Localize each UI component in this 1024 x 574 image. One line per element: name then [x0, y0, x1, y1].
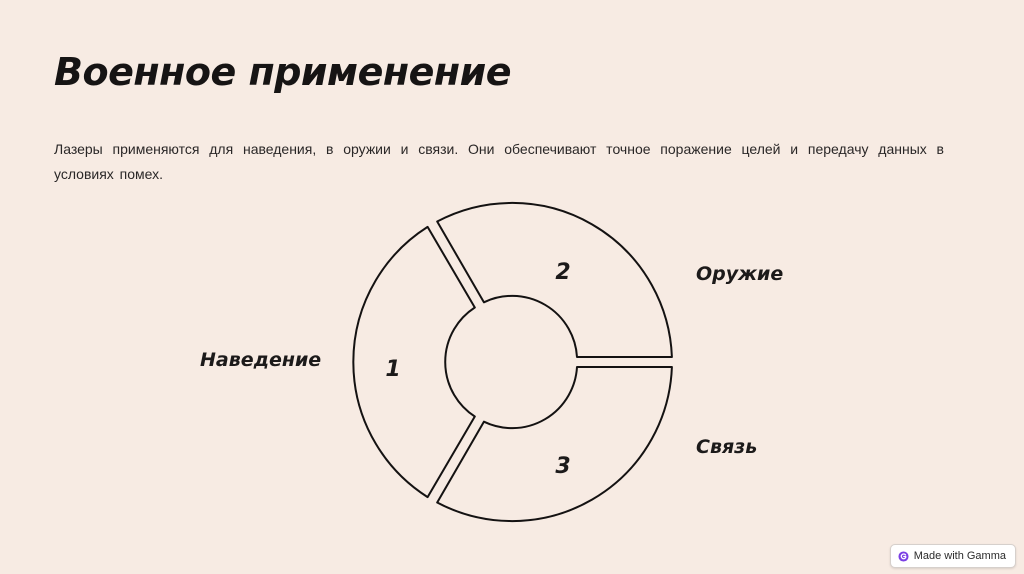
- made-with-gamma-badge[interactable]: [890, 544, 1016, 568]
- slide-title: Военное применение: [54, 50, 512, 94]
- diagram-label-guidance: Наведение: [200, 349, 322, 371]
- gamma-logo-icon: [898, 551, 909, 562]
- diagram-segment-3: [437, 367, 672, 521]
- diagram-segment-2-number: 2: [555, 260, 571, 285]
- diagram-segment-1: [353, 227, 474, 497]
- diagram-segment-3-number: 3: [555, 454, 571, 479]
- diagram-label-weapons: Оружие: [696, 263, 784, 285]
- slide-body-text: Лазеры применяются для наведения, в оружии и связи. Они обеспечивают точное поражение целей и передачу данных в условиях помех.: [54, 141, 944, 182]
- diagram-label-communication: Связь: [696, 436, 758, 458]
- badge-text: Made with Gamma: [913, 550, 1006, 562]
- diagram-segment-1-number: 1: [385, 357, 401, 382]
